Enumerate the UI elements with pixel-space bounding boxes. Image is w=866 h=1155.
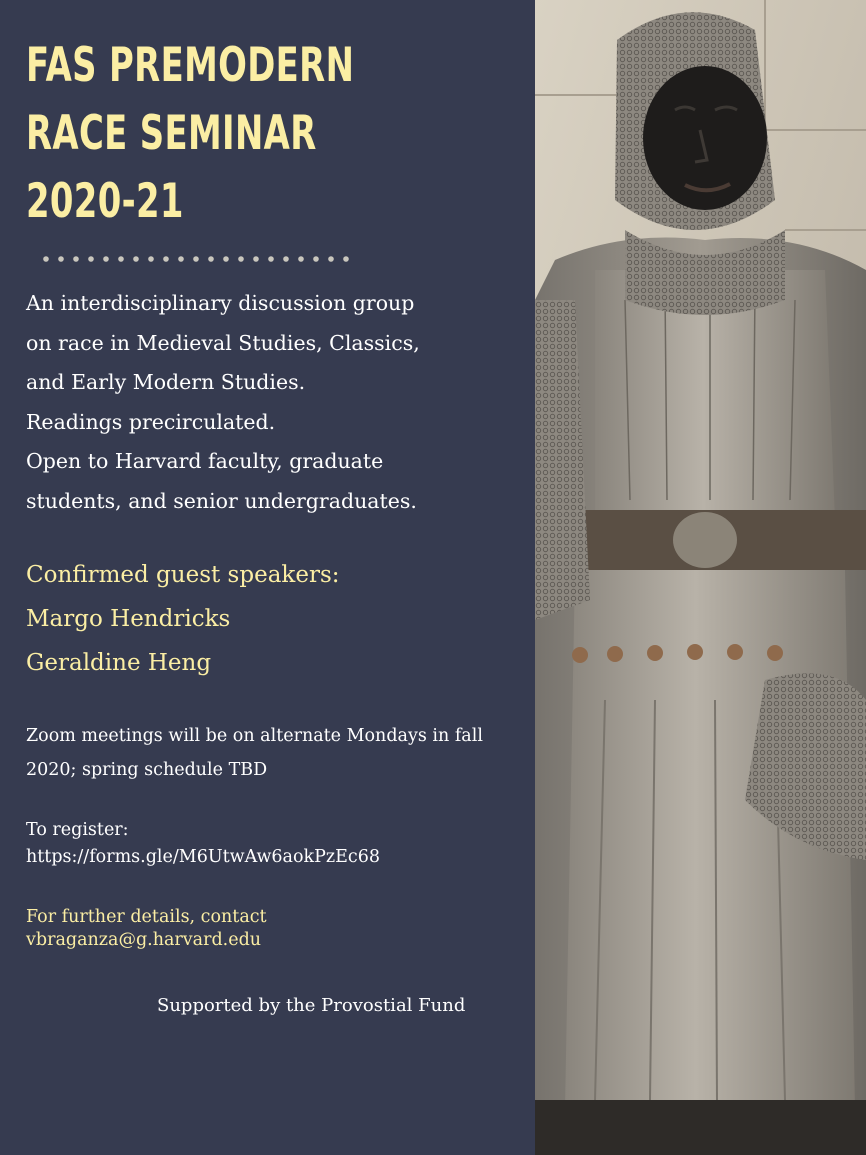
divider-dot [343,256,349,262]
divider-dot [238,256,244,262]
divider-dot [268,256,274,262]
intro-line: students, and senior undergraduates. [26,488,417,513]
knight-statue-image [535,0,866,1155]
divider-dot [328,256,334,262]
register-label: To register: [26,820,129,840]
divider-dot [133,256,139,262]
contact-email[interactable]: vbraganza@g.harvard.edu [26,930,262,950]
divider-dot [43,256,49,262]
divider-dot [73,256,79,262]
intro-line: An interdisciplinary discussion group [26,291,415,315]
register-link[interactable]: https://forms.gle/M6UtwAw6aokPzEc68 [26,847,380,867]
divider-dot [253,256,259,262]
divider-dot [283,256,289,262]
contact-section [26,906,267,952]
title-line: RACE SEMINAR [26,106,317,161]
speakers-heading: Confirmed guest speakers: [26,562,340,588]
contact-label: For further details, contact [26,907,267,927]
divider-dot [58,256,64,262]
divider-dot [208,256,214,262]
title-line: FAS PREMODERN [26,38,355,93]
divider-dot [148,256,154,262]
divider-dot [298,256,304,262]
divider-dot [88,256,94,262]
divider-dot [118,256,124,262]
divider-dot [178,256,184,262]
support-note: Supported by the Provostial Fund [157,995,466,1016]
intro-line: on race in Medieval Studies, Classics, [26,330,420,355]
title-line: 2020-21 [26,174,184,229]
divider-dot [163,256,169,262]
intro-text [26,284,526,521]
zoom-note: Zoom meetings will be on alternate Mondays in fall 2020; spring schedule TBD [26,726,483,780]
divider-dot [103,256,109,262]
speaker-name: Margo Hendricks [26,606,231,632]
poster-title [26,32,354,236]
intro-line: and Early Modern Studies. [26,370,306,394]
register-section [26,817,380,871]
divider-dot [313,256,319,262]
speaker-name: Geraldine Heng [26,650,212,676]
divider-dot [193,256,199,262]
dotted-divider [40,253,360,265]
intro-line: Open to Harvard faculty, graduate [26,449,384,473]
intro-line: Readings precirculated. [26,409,276,434]
speakers-section [26,553,340,685]
divider-dot [223,256,229,262]
